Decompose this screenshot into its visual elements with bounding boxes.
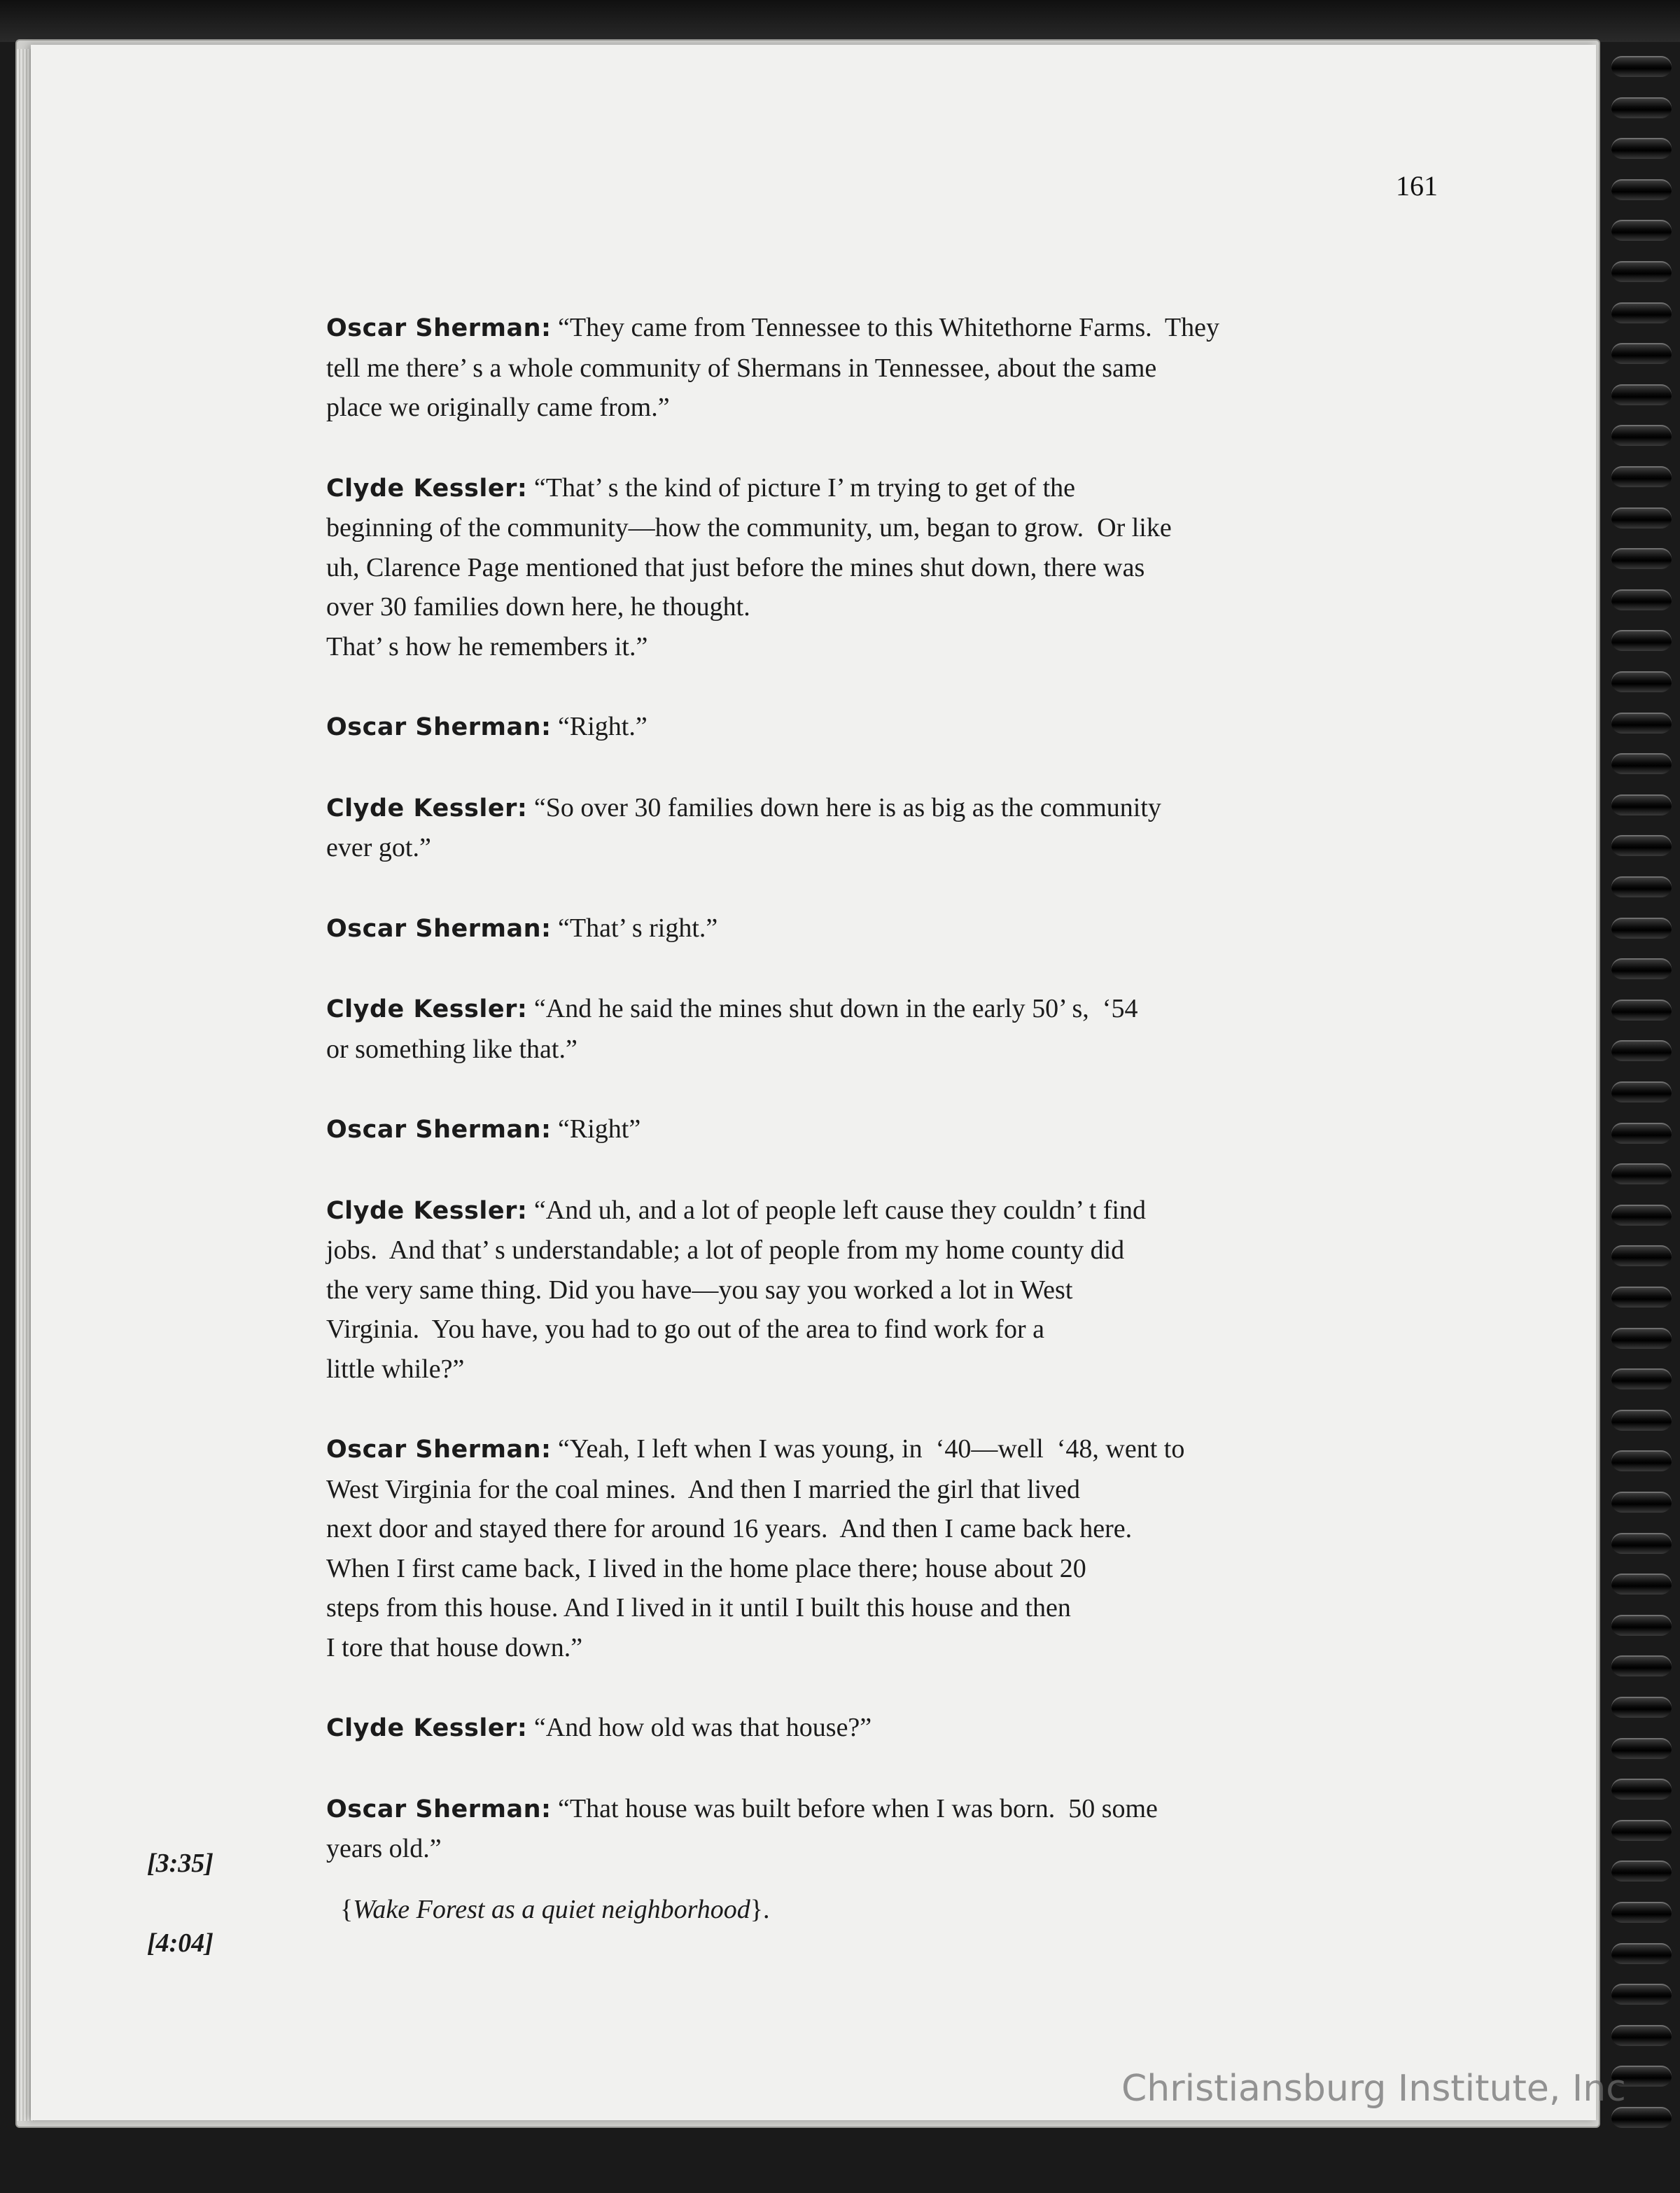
binding-coil [1611,548,1672,569]
binding-coil [1611,507,1672,528]
binding-coil [1611,1368,1672,1389]
binding-coil [1611,1902,1672,1923]
dialogue-line [326,1509,1474,1549]
speech-text: uh, Clarence Page mentioned that just before the mines shut down, there was [326,552,1145,582]
dialogue-line [326,1708,1474,1749]
dialogue-line [326,1231,1474,1270]
speech-text: “Right” [558,1114,641,1144]
speech-text: When I first came back, I lived in the home place there; house about 20 [326,1553,1086,1583]
binding-coil [1611,630,1672,651]
dialogue-turn [326,1708,1474,1749]
binding-coil [1611,1000,1672,1021]
dialogue-line [326,1549,1474,1589]
speech-text: “That house was built before when I was born. 50 some [558,1793,1158,1823]
speaker-name: Oscar Sherman: [326,1436,552,1464]
binding-coil [1611,1738,1672,1759]
speech-text: “Yeah, I left when I was young, in ‘40—well ‘48, went to [558,1434,1185,1464]
transcript [326,308,1474,1910]
dialogue-turn [326,1429,1474,1667]
speaker-name: Clyde Kessler: [326,1196,528,1225]
binding-coil [1611,1287,1672,1308]
speech-text: Virginia. You have, you had to go out of the area to find work for a [326,1315,1044,1344]
speaker-name: Oscar Sherman: [326,914,552,943]
dialogue-turn [326,707,1474,748]
binding-coil [1611,179,1672,200]
binding-coil [1611,1450,1672,1471]
binding-coil [1611,220,1672,241]
binding-coil [1611,425,1672,446]
dialogue-turn [326,788,1474,868]
speaker-name: Oscar Sherman: [326,1795,552,1823]
dialogue-line [326,508,1474,548]
speech-text: West Virginia for the coal mines. And then I married the girl that lived [326,1474,1081,1504]
binding-coil [1611,97,1672,118]
binding-coil [1611,261,1672,282]
binding-coil [1611,138,1672,159]
dialogue-line [326,1588,1474,1628]
binding-coil [1611,1205,1672,1226]
dialogue-line [326,909,1474,949]
speech-text: “Right.” [558,712,648,741]
page-number: 161 [1396,170,1438,202]
dialogue-turn [326,1789,1474,1869]
speech-text: “So over 30 families down here is as big as the community [533,792,1161,822]
dialogue-line [326,587,1474,627]
speaker-name: Clyde Kessler: [326,794,528,822]
speech-text: “They came from Tennessee to this Whitethorne Farms. They [558,313,1220,342]
speech-text: steps from this house. And I lived in it until I built this house and then [326,1593,1071,1623]
speech-text: years old.” [326,1834,442,1863]
dialogue-turn [326,989,1474,1069]
binding-coil [1611,1533,1672,1554]
speech-text: tell me there’ s a whole community of Shermans in Tennessee, about the same [326,353,1157,383]
binding-coil [1611,56,1672,77]
binding-coil [1611,1245,1672,1266]
dialogue-line [326,548,1474,588]
binding-coil [1611,1779,1672,1800]
dialogue-turn [326,909,1474,949]
binding-coil [1611,1984,1672,2005]
dialogue-line [326,1470,1474,1510]
binding-coil [1611,1861,1672,1882]
stage-direction-open: { [340,1895,354,1924]
dialogue-line [326,1310,1474,1350]
dialogue-line [326,788,1474,829]
binding-coil [1611,1410,1672,1431]
watermark: Christiansburg Institute, Inc [1121,2068,1626,2110]
dialogue-line [326,349,1474,388]
speech-text: or something like that.” [326,1034,578,1064]
speech-text: ever got.” [326,833,431,862]
dialogue-line [326,1789,1474,1830]
binding-coil [1611,1943,1672,1964]
speech-text: “And how old was that house?” [533,1713,872,1742]
binding-coil [1611,1697,1672,1718]
stage-direction-text: Wake Forest as a quiet neighborhood [353,1895,750,1924]
binding-coil [1611,794,1672,815]
backdrop [0,0,1680,42]
speech-text: over 30 families down here, he thought. [326,592,750,622]
dialogue-line [326,1270,1474,1310]
dialogue-line [326,1109,1474,1150]
timestamp: [4:04] [147,1928,214,1958]
binding-coil [1611,384,1672,405]
dialogue-line [326,828,1474,868]
dialogue-turn [326,1109,1474,1150]
binding-coil [1611,1615,1672,1636]
binding-coil [1611,1123,1672,1144]
dialogue-turn [326,1191,1474,1389]
speech-text: “And uh, and a lot of people left cause they couldn’ t find [533,1195,1146,1225]
binding-coil [1611,671,1672,692]
speaker-name: Oscar Sherman: [326,713,552,741]
binding-coil [1611,2107,1672,2128]
dialogue-line [326,388,1474,428]
dialogue-turn [326,308,1474,428]
binding-coil [1611,1574,1672,1595]
dialogue-line [326,468,1474,509]
binding-coil [1611,589,1672,610]
dialogue-line [326,1628,1474,1668]
speaker-name: Oscar Sherman: [326,314,552,342]
binding-coil [1611,302,1672,323]
speaker-name: Oscar Sherman: [326,1116,552,1144]
binding-coil [1611,466,1672,487]
dialogue-line [326,627,1474,667]
speaker-name: Clyde Kessler: [326,1714,528,1742]
dialogue-line [326,308,1474,349]
binding-coil [1611,835,1672,856]
binding-coil [1611,876,1672,897]
binding-coil [1611,1040,1672,1061]
dialogue-line [326,1829,1474,1869]
binding-coil [1611,1163,1672,1184]
speaker-name: Clyde Kessler: [326,995,528,1023]
binding-coil [1611,1081,1672,1102]
dialogue-line [326,1350,1474,1389]
stage-direction-close: }. [750,1895,770,1924]
speech-text: little while?” [326,1354,465,1384]
dialogue-line [326,1191,1474,1231]
speech-text: jobs. And that’ s understandable; a lot of people from my home county did [326,1235,1125,1265]
speech-text: place we originally came from.” [326,393,670,422]
dialogue-line [326,989,1474,1030]
dialogue-line [326,1429,1474,1470]
timestamp: [3:35] [147,1849,214,1878]
binding-coil [1611,1492,1672,1513]
binding-coil [1611,1820,1672,1841]
speaker-name: Clyde Kessler: [326,474,528,503]
spiral-binding [1607,56,1674,2170]
binding-coil [1611,1328,1672,1349]
speech-text: “That’ s right.” [558,913,718,943]
speech-text: That’ s how he remembers it.” [326,631,648,661]
binding-coil [1611,713,1672,734]
binding-coil [1611,753,1672,774]
binding-coil [1611,1655,1672,1676]
speech-text: “And he said the mines shut down in the early 50’ s, ‘54 [533,994,1138,1023]
binding-coil [1611,2025,1672,2046]
binding-coil [1611,918,1672,939]
speech-text: I tore that house down.” [326,1632,583,1662]
speech-text: “That’ s the kind of picture I’ m trying to get of the [533,472,1076,503]
speech-text: next door and stayed there for around 16 years. And then I came back here. [326,1514,1133,1543]
binding-coil [1611,343,1672,364]
stage-direction [340,1894,770,1925]
speech-text: beginning of the community—how the community, um, began to grow. Or like [326,513,1172,542]
dialogue-line [326,1030,1474,1070]
binding-coil [1611,958,1672,979]
speech-text: the very same thing. Did you have—you say you worked a lot in West [326,1275,1073,1305]
dialogue-turn [326,468,1474,667]
dialogue-line [326,707,1474,748]
